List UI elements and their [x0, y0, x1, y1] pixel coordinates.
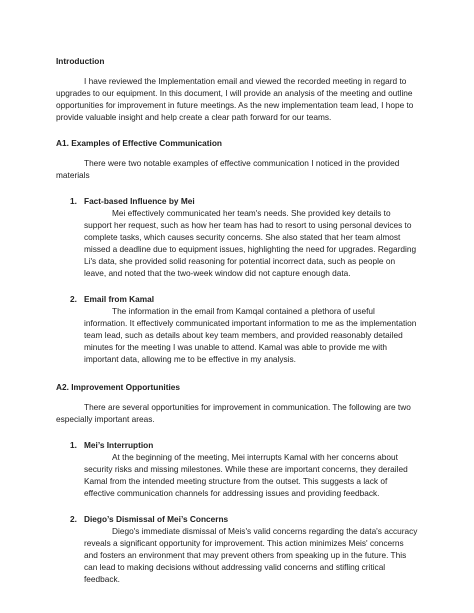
list-item-title: Email from Kamal	[84, 294, 155, 304]
spacer	[56, 393, 418, 401]
spacer	[56, 67, 418, 75]
intro-heading: Introduction	[56, 56, 105, 66]
spacer	[56, 149, 418, 157]
list-item-title: Mei’s Interruption	[84, 440, 154, 450]
spacer	[56, 181, 418, 195]
a2-list-item-1	[56, 439, 418, 499]
list-item-body: The information in the email from Kamqal contained a plethora of useful information. It effectively communicated important information to me as the implementation team lead, such as details about key team members, and provided reasonably detailed minutes for the meeting I was unable to attend. Kamal was able to provide me with important data, allowing me to be effective in my analysis.	[84, 306, 417, 364]
a1-heading: A1. Examples of Effective Communication	[56, 138, 222, 148]
spacer	[56, 365, 418, 381]
a2-lead-paragraph: There are several opportunities for improvement in communication. The following are two especially important areas.	[56, 402, 411, 424]
list-item-body: At the beginning of the meeting, Mei interrupts Kamal with her concerns about security risks and missing milestones. While these are important concerns, they derailed Kamal from the intended meeting structure from the outset. This suggests a lack of effective communication channels for addressing issues and providing feedback.	[84, 452, 408, 498]
a2-heading: A2. Improvement Opportunities	[56, 382, 181, 392]
spacer	[56, 499, 418, 513]
a1-list-item-2	[56, 293, 418, 365]
intro-paragraph: I have reviewed the Implementation email and viewed the recorded meeting in regard to upgrades to our equipment. In this document, I will provide an analysis of the meeting and outline opportunities for improvement in future meetings. As the new implementation team lead, I hope to provide valuable insight and help create a clear path forward for our teams.	[56, 76, 414, 122]
list-number: 1.	[70, 196, 77, 206]
list-item-title: Fact-based Influence by Mei	[84, 196, 195, 206]
a1-lead-paragraph: There were two notable examples of effective communication I noticed in the provided materials	[56, 158, 400, 180]
a1-list-item-1	[56, 195, 418, 279]
spacer	[56, 425, 418, 439]
a2-list-item-2	[56, 513, 418, 585]
list-item-body: Mei effectively communicated her team's needs. She provided key details to support her request, such as how her team has had to resort to using personal devices to complete tasks, which causes security concerns. She also stated that her team almost missed a deadline due to equipment issues, highlighting the need for upgrades. Regarding Li's data, she provided solid reasoning for potential incorrect data, such as people on leave, and noted that the two-week window did not capture enough data.	[84, 208, 417, 278]
spacer	[56, 279, 418, 293]
spacer	[56, 123, 418, 137]
list-number: 2.	[70, 514, 77, 524]
list-number: 2.	[70, 294, 77, 304]
list-item-body: Diego's immediate dismissal of Meis's valid concerns regarding the data's accuracy reveals a significant opportunity for improvement. This action minimizes Meis' concerns and fosters an environment that may prevent others from speaking up in the future. This can lead to making decisions without addressing valid concerns and stifling critical feedback.	[84, 526, 418, 584]
list-item-title: Diego’s Dismissal of Mei’s Concerns	[84, 514, 229, 524]
list-number: 1.	[70, 440, 77, 450]
